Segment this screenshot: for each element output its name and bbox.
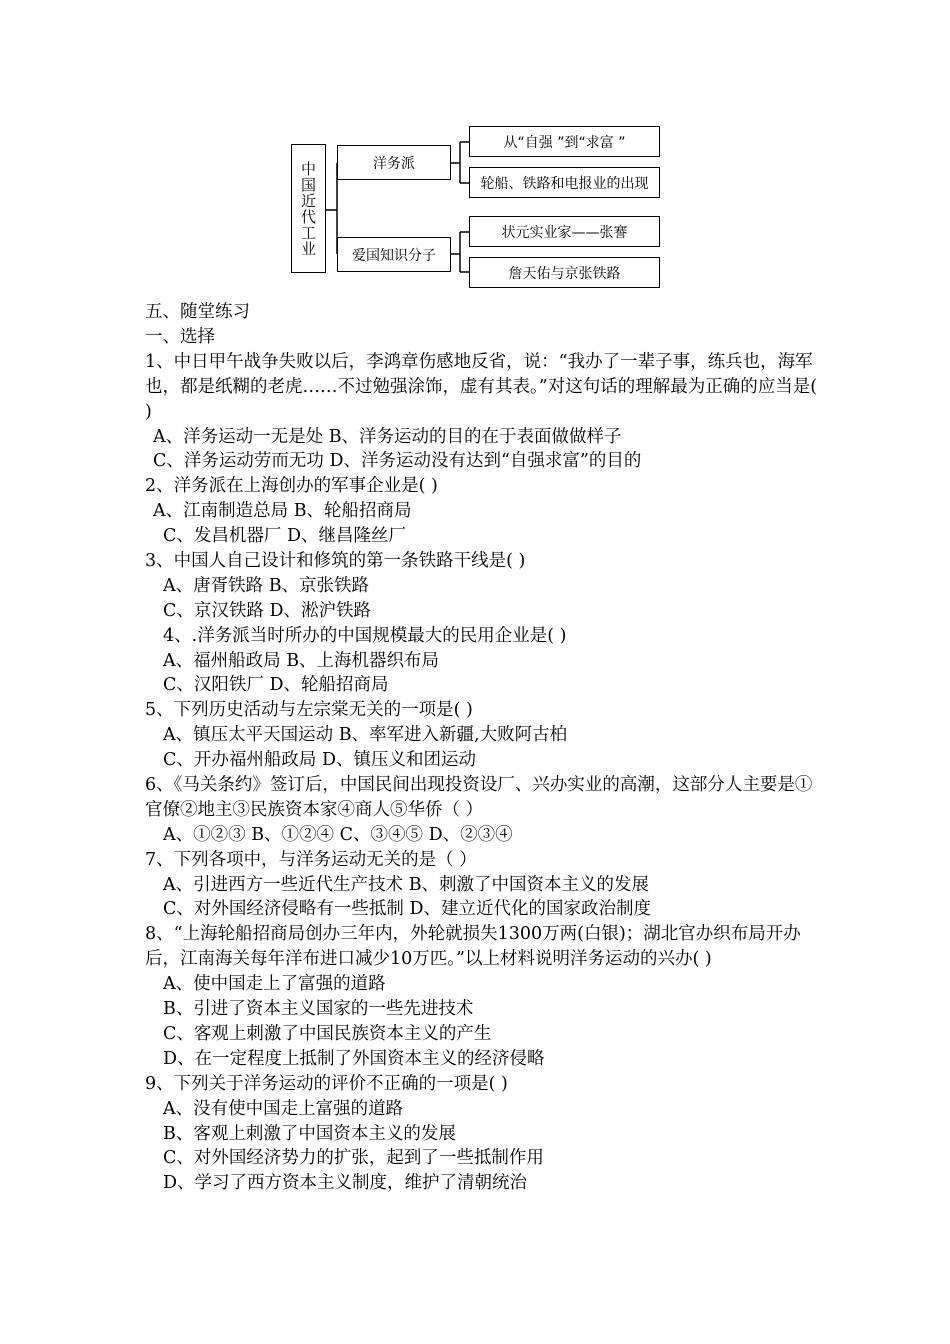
question-stem: 2、洋务派在上海创办的军事企业是( ) [145, 476, 438, 497]
leaf-box-railways: 轮船、铁路和电报业的出现 [469, 167, 660, 198]
question-3 [145, 549, 825, 624]
question-8 [145, 922, 825, 1071]
question-option: A、使中国走上了富强的道路 [163, 974, 386, 995]
leaf-box-self-strengthening: 从“自强 ”到“求富 ” [469, 126, 660, 157]
question-stem: 7、下列各项中，与洋务运动无关的是（ ） [145, 849, 477, 870]
question-stem: 4、.洋务派当时所办的中国规模最大的民用企业是( ) [163, 625, 567, 646]
question-7 [145, 848, 825, 923]
branch-box-intellectuals: 爱国知识分子 [337, 237, 451, 272]
question-2 [145, 474, 825, 549]
question-options-row: A、洋务运动一无是处 B、洋务运动的目的在于表面做做样子 [153, 426, 622, 447]
question-1 [145, 350, 825, 475]
question-stem: 5、下列历史活动与左宗棠无关的一项是( ) [145, 700, 473, 721]
question-options-row: C、汉阳铁厂 D、轮船招商局 [163, 675, 389, 696]
question-option: B、客观上刺激了中国资本主义的发展 [163, 1123, 456, 1144]
leaf-box-zhang-jian: 状元实业家——张謇 [469, 216, 660, 247]
question-options-row: A、福州船政局 B、上海机器织布局 [163, 650, 440, 671]
question-stem: 6、《马关条约》签订后，中国民间出现投资设厂、兴办实业的高潮，这部分人主要是①官僚②地主③民族资本家④商人⑤华侨（ ） [145, 774, 813, 820]
question-4 [145, 624, 825, 699]
question-stem: 9、下列关于洋务运动的评价不正确的一项是( ) [145, 1073, 508, 1094]
question-stem: 1、中日甲午战争失败以后，李鸿章伤感地反省，说：“我办了一辈子事，练兵也，海军也，都是纸糊的老虎……不过勉强涂饰，虚有其表。”对这句话的理解最为正确的应当是( ) [145, 351, 818, 422]
diagram-root-box: 中国近代工业 [291, 144, 326, 273]
question-option: C、客观上刺激了中国民族资本主义的产生 [163, 1023, 492, 1044]
exercise-section [145, 300, 825, 1196]
concept-diagram [0, 0, 950, 300]
question-options-row: C、洋务运动劳而无功 D、洋务运动没有达到“自强求富”的目的 [153, 451, 642, 472]
question-9 [145, 1072, 825, 1196]
section-title: 五、随堂练习 [145, 302, 250, 322]
question-options-row: A、①②③ B、①②④ C、③④⑤ D、②③④ [163, 824, 513, 845]
question-stem: 8、“上海轮船招商局创办三年内，外轮就损失1300万两(白银)；湖北官办织布局开办后，江南海关每年洋布进口减少10万匹。”以上材料说明洋务运动的兴办( ) [145, 924, 801, 970]
question-options-row: A、引进西方一些近代生产技术 B、刺激了中国资本主义的发展 [163, 874, 650, 895]
question-options-row: A、镇压太平天国运动 B、率军进入新疆,大败阿古柏 [163, 725, 568, 746]
question-options-row: C、京汉铁路 D、淞沪铁路 [163, 600, 371, 621]
leaf-box-zhan-tianyou: 詹天佑与京张铁路 [469, 257, 660, 288]
question-stem: 3、中国人自己设计和修筑的第一条铁路干线是( ) [145, 550, 526, 571]
question-6 [145, 773, 825, 848]
question-option: B、引进了资本主义国家的一些先进技术 [163, 999, 474, 1020]
branch-box-yangwu: 洋务派 [337, 145, 451, 180]
subsection-title: 一、选择 [145, 326, 215, 347]
question-option: C、对外国经济势力的扩张，起到了一些抵制作用 [163, 1148, 544, 1169]
question-option: D、学习了西方资本主义制度，维护了清朝统治 [163, 1173, 528, 1194]
question-option: D、在一定程度上抵制了外国资本主义的经济侵略 [163, 1048, 545, 1069]
question-options-row: A、唐胥铁路 B、京张铁路 [163, 575, 370, 596]
question-5 [145, 698, 825, 773]
question-options-row: C、对外国经济侵略有一些抵制 D、建立近代化的国家政治制度 [163, 899, 651, 920]
question-options-row: A、江南制造总局 B、轮船招商局 [153, 501, 412, 522]
question-option: A、没有使中国走上富强的道路 [163, 1098, 404, 1119]
question-options-row: C、开办福州船政局 D、镇压义和团运动 [163, 750, 476, 771]
question-options-row: C、发昌机器厂 D、继昌隆丝厂 [163, 526, 406, 547]
